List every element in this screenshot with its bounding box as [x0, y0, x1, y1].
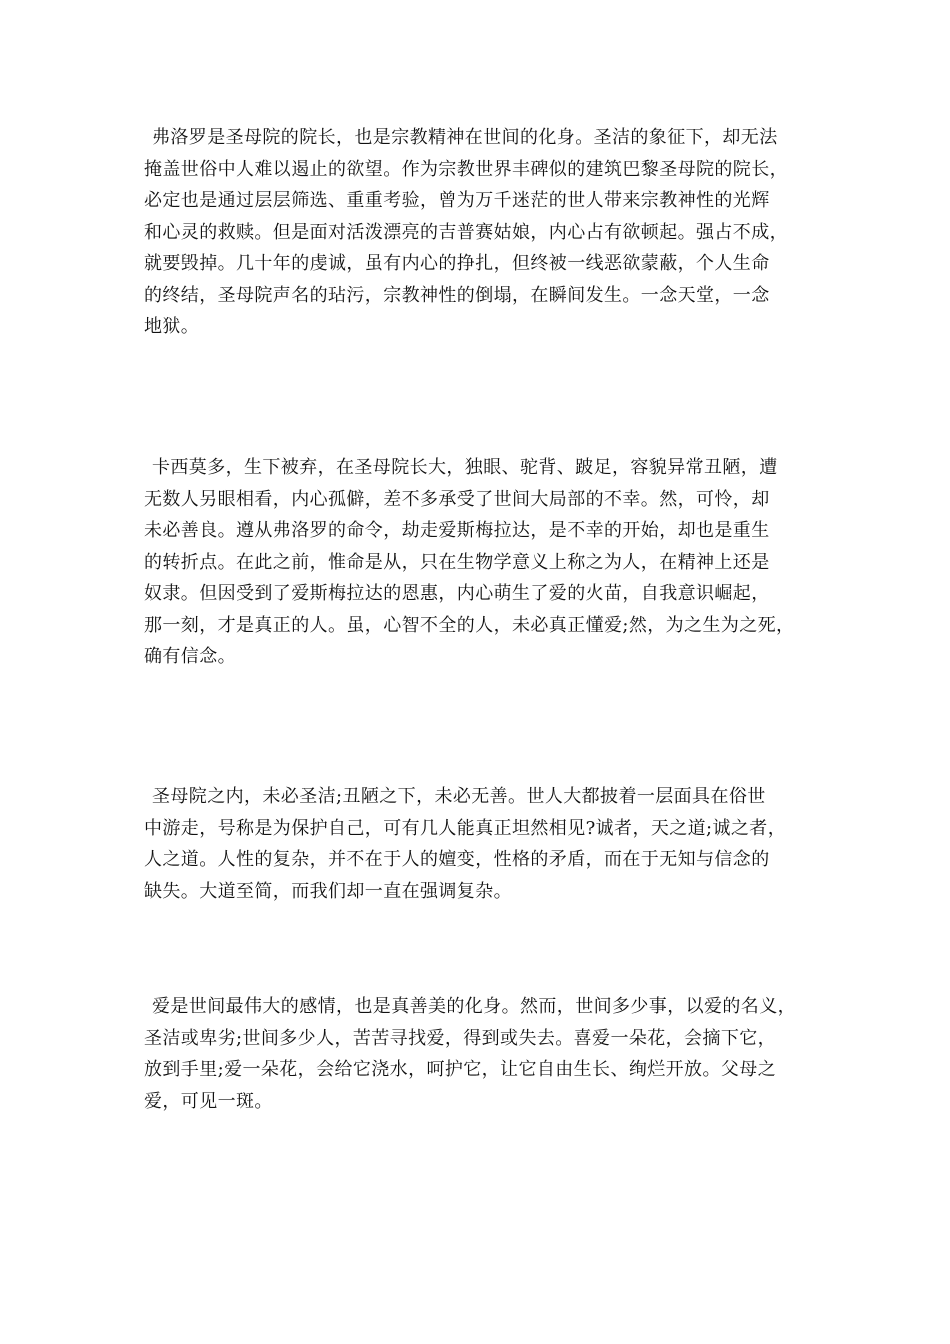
paragraph-line: 奴隶。但因受到了爱斯梅拉达的恩惠，内心萌生了爱的火苗，自我意识崛起，	[144, 583, 770, 604]
paragraph-line: 放到手里;爱一朵花，会给它浇水，呵护它，让它自由生长、绚烂开放。父母之	[144, 1059, 777, 1080]
paragraph-line: 中游走，号称是为保护自己，可有几人能真正坦然相见?诚者，天之道;诚之者，	[144, 817, 787, 839]
paragraph-line: 的终结，圣母院声名的玷污，宗教神性的倒塌，在瞬间发生。一念天堂，一念	[144, 284, 770, 306]
paragraph-line: 弗洛罗是圣母院的院长，也是宗教精神在世间的化身。圣洁的象征下，却无法	[152, 127, 778, 148]
paragraph-line: 圣母院之内，未必圣洁;丑陋之下，未必无善。世人大都披着一层面具在俗世	[152, 786, 766, 807]
paragraph-line: 掩盖世俗中人难以遏止的欲望。作为宗教世界丰碑似的建筑巴黎圣母院的院长，	[144, 158, 788, 180]
paragraph-human-nature	[144, 781, 824, 907]
paragraph-love	[144, 991, 824, 1117]
paragraph-line: 地狱。	[144, 316, 200, 337]
paragraph-line: 无数人另眼相看，内心孤僻，差不多承受了世间大局部的不幸。然，可怜，却	[144, 488, 770, 510]
paragraph-line: 必定也是通过层层筛选、重重考验，曾为万千迷茫的世人带来宗教神性的光辉	[144, 190, 770, 211]
paragraph-line: 确有信念。	[144, 646, 236, 667]
paragraph-line: 卡西莫多，生下被弃，在圣母院长大，独眼、驼背、跛足，容貌异常丑陋，遭	[152, 457, 778, 478]
paragraph-line: 缺失。大道至简，而我们却一直在强调复杂。	[144, 880, 512, 902]
paragraph-line: 就要毁掉。几十年的虔诚，虽有内心的挣扎，但终被一线恶欲蒙蔽，个人生命	[144, 253, 770, 274]
paragraph-line: 未必善良。遵从弗洛罗的命令，劫走爱斯梅拉达，是不幸的开始，却也是重生	[144, 520, 770, 541]
paragraph-line: 圣洁或卑劣;世间多少人，苦苦寻找爱，得到或失去。喜爱一朵花，会摘下它，	[144, 1027, 777, 1049]
paragraph-line: 的转折点。在此之前，惟命是从，只在生物学意义上称之为人，在精神上还是	[144, 551, 770, 573]
paragraph-quasimodo	[144, 452, 824, 673]
paragraph-line: 和心灵的救赎。但是面对活泼漂亮的吉普赛姑娘，内心占有欲顿起。强占不成，	[144, 221, 788, 243]
paragraph-line: 人之道。人性的复杂，并不在于人的嬗变，性格的矛盾，而在于无知与信念的	[144, 849, 770, 870]
paragraph-line: 那一刻，才是真正的人。虽，心智不全的人，未必真正懂爱;然，为之生为之死，	[144, 614, 795, 636]
paragraph-line: 爱是世间最伟大的感情，也是真善美的化身。然而，世间多少事，以爱的名义，	[152, 996, 796, 1017]
paragraph-frollo	[144, 122, 824, 343]
paragraph-line: 爱，可见一斑。	[144, 1090, 273, 1112]
